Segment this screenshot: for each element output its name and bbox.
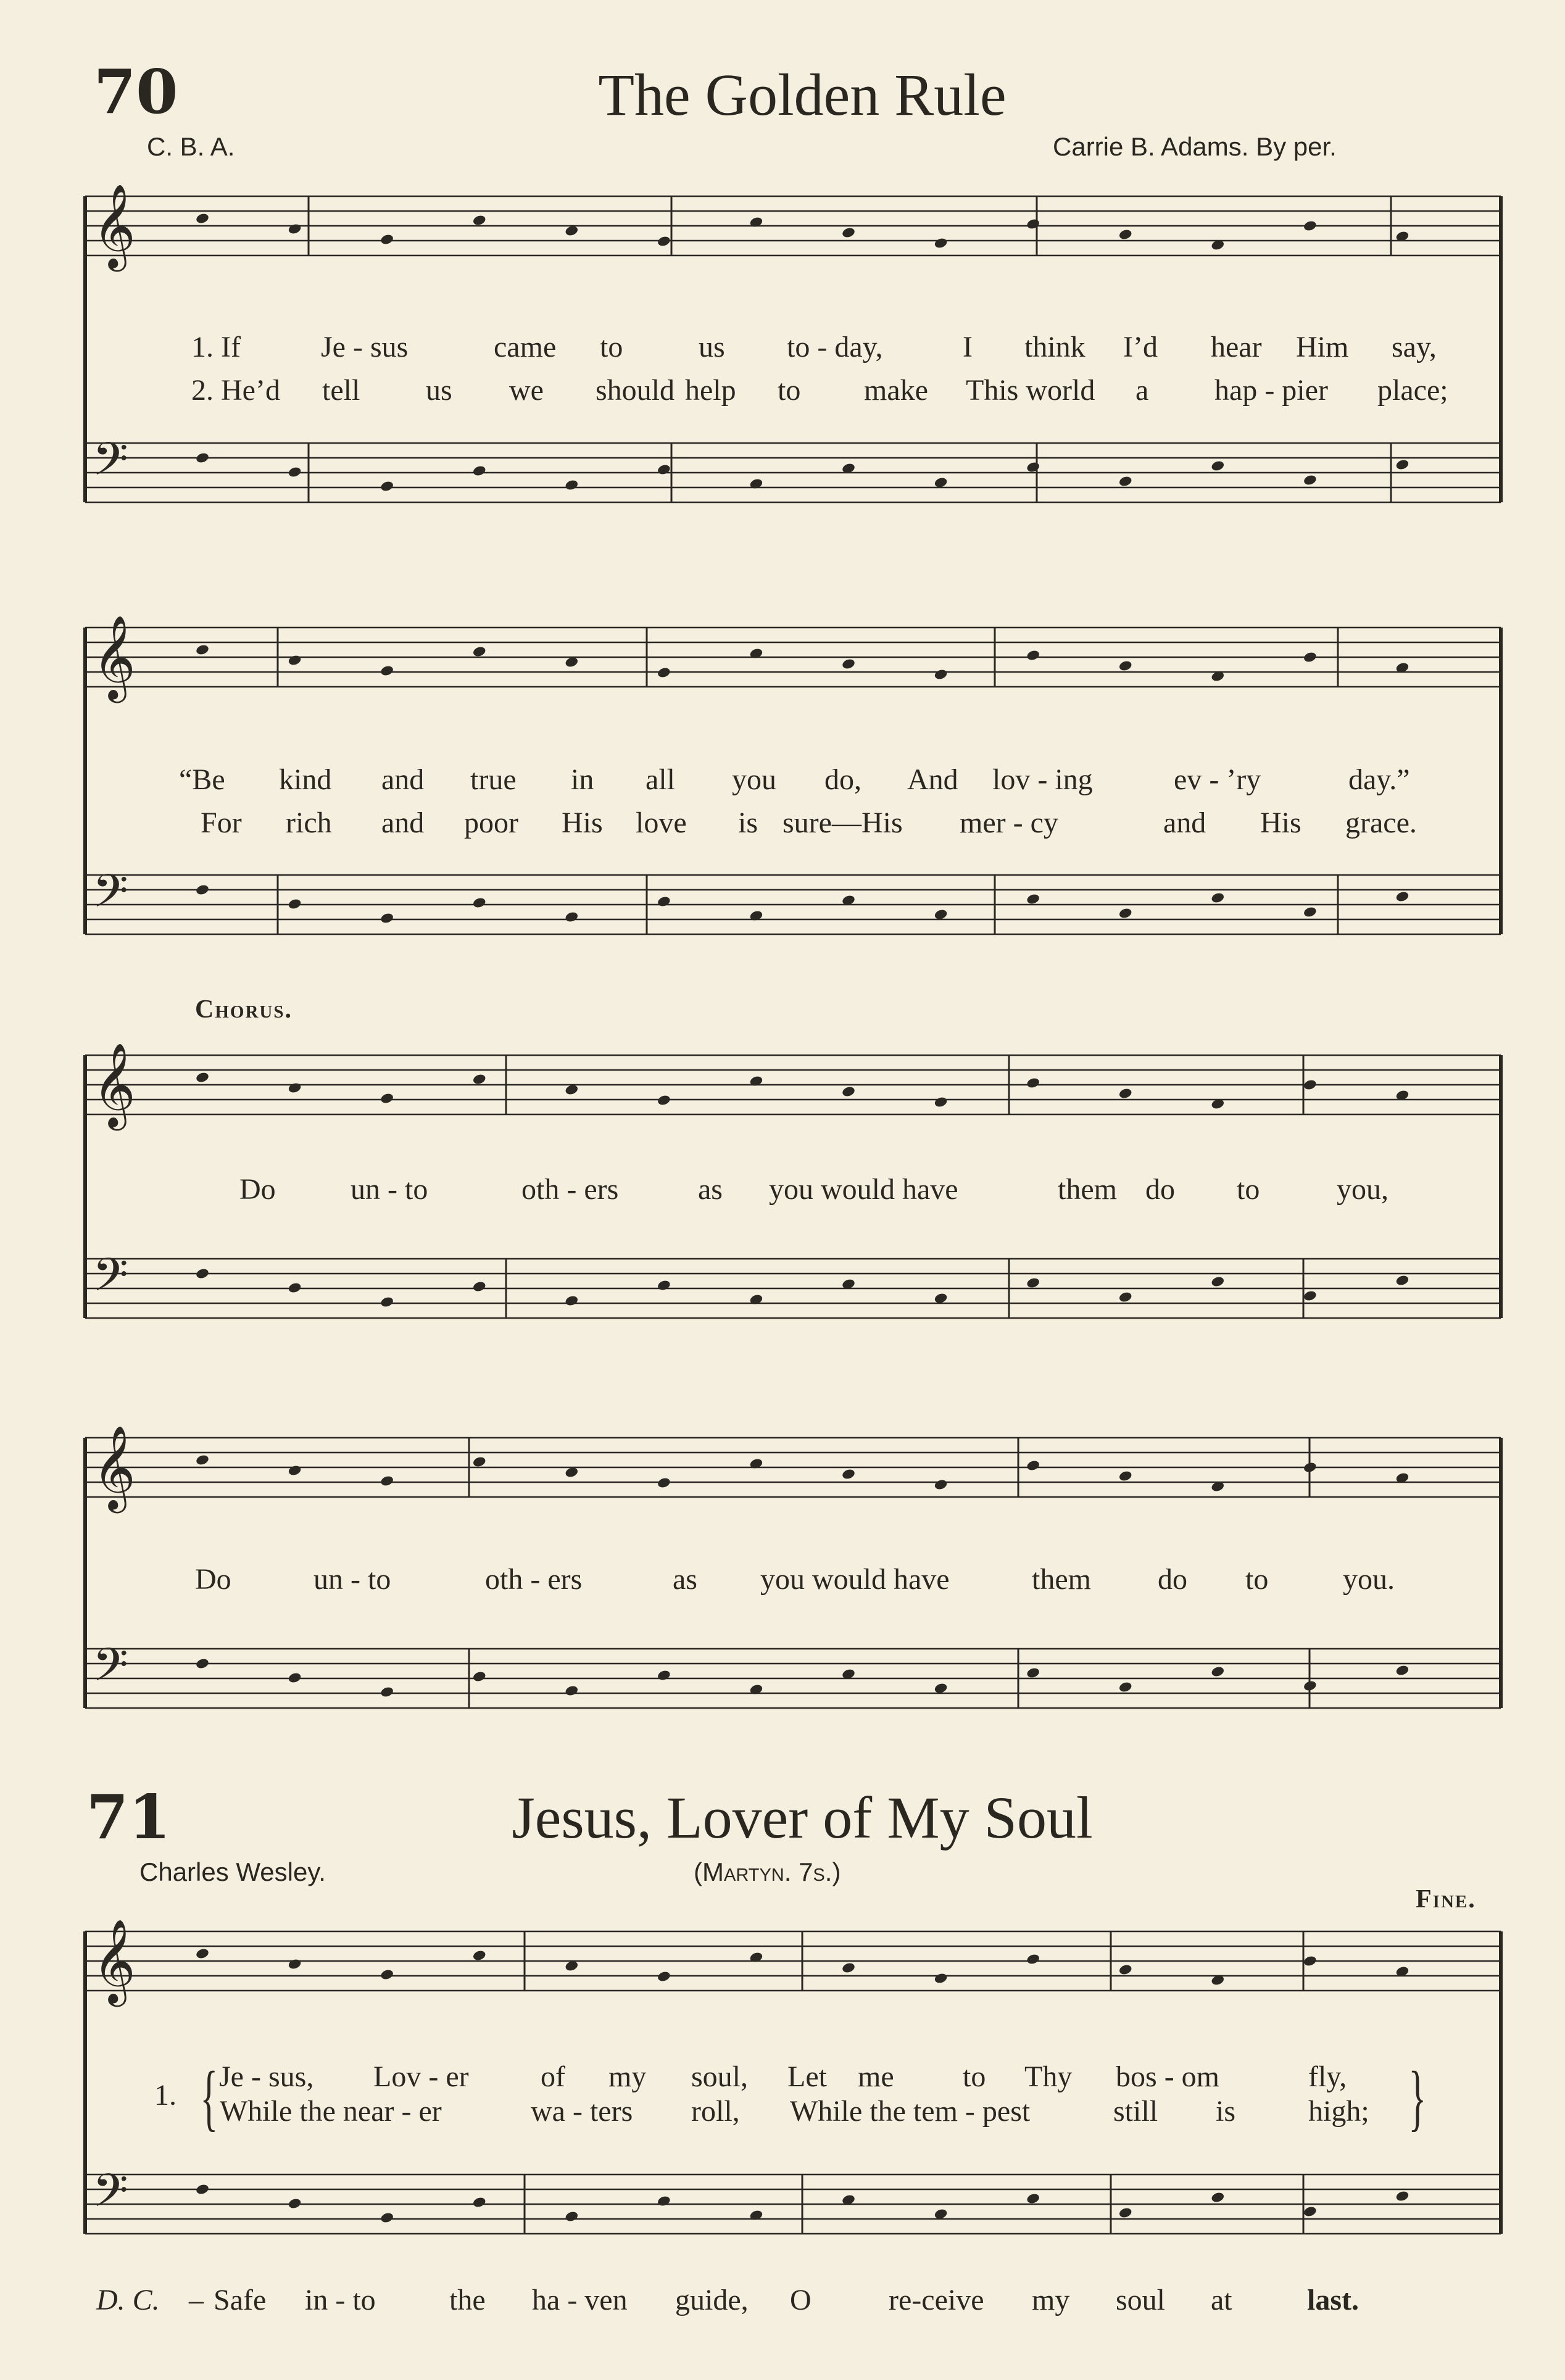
- note-head: [288, 654, 302, 666]
- lyric-line: you,: [1337, 1173, 1389, 1206]
- note-head: [841, 1962, 856, 1974]
- note-head: [657, 235, 671, 247]
- note-head: [472, 1456, 487, 1468]
- note-head: [1395, 1274, 1410, 1287]
- note-head: [934, 1972, 949, 1984]
- lyric-line: say,: [1392, 331, 1437, 363]
- lyric-line: guide,: [675, 2284, 749, 2316]
- bass-clef-icon: 𝄢: [93, 433, 128, 497]
- note-head: [195, 1454, 210, 1466]
- lyric-line: hear: [1211, 331, 1262, 363]
- note-head: [380, 1686, 394, 1698]
- note-head: [1303, 2205, 1318, 2218]
- note-head: [195, 1657, 210, 1670]
- note-head: [472, 1670, 487, 1683]
- lyric-line: bos - om: [1116, 2060, 1220, 2093]
- note-head: [1303, 906, 1318, 918]
- note-head: [657, 1477, 671, 1489]
- lyric-line: soul: [1116, 2284, 1166, 2316]
- lyric-line: I’d: [1123, 331, 1158, 363]
- lyric-line: For: [201, 806, 242, 839]
- lyric-line: Je - sus: [321, 331, 409, 363]
- lyric-line: While the tem - pest: [790, 2095, 1031, 2128]
- note-head: [1118, 660, 1133, 672]
- note-head: [1118, 1087, 1133, 1100]
- note-head: [195, 644, 210, 656]
- composer-initials: C. B. A.: [147, 132, 235, 161]
- note-head: [1303, 1290, 1318, 1302]
- note-head: [657, 666, 671, 679]
- note-head: [1303, 1079, 1318, 1091]
- lyric-line: do,: [824, 763, 861, 796]
- note-head: [195, 1071, 210, 1084]
- note-head: [1026, 893, 1040, 905]
- lyric-line: the: [449, 2284, 486, 2316]
- lyric-line: them: [1032, 1563, 1091, 1596]
- note-head: [657, 1094, 671, 1106]
- lyric-line: think: [1024, 331, 1086, 363]
- lyric-line: me: [858, 2060, 894, 2093]
- lyric-line: to: [963, 2060, 986, 2093]
- lyric-line: still: [1113, 2095, 1158, 2128]
- lyric-line: This world: [966, 374, 1095, 407]
- lyric-line: fly,: [1308, 2060, 1347, 2093]
- note-head: [472, 645, 487, 658]
- lyric-line: to: [1237, 1173, 1260, 1206]
- dc-label: D. C.: [96, 2284, 160, 2316]
- lyric-line: as: [673, 1563, 697, 1596]
- lyric-line: grace.: [1345, 806, 1417, 839]
- note-head: [1026, 461, 1040, 473]
- lyric-line: –: [189, 2284, 204, 2316]
- note-head: [841, 226, 856, 239]
- note-head: [288, 1672, 302, 1684]
- lyric-line: love: [636, 806, 687, 839]
- note-head: [472, 2196, 487, 2208]
- note-head: [380, 1475, 394, 1487]
- note-head: [1303, 474, 1318, 486]
- note-head: [1303, 1680, 1318, 1692]
- lyric-line: to: [600, 331, 623, 363]
- note-head: [195, 1267, 210, 1280]
- lyric-line: sure—His: [783, 806, 903, 839]
- note-head: [1210, 460, 1225, 472]
- note-head: [1395, 458, 1410, 471]
- note-head: [1118, 228, 1133, 241]
- note-head: [1303, 1955, 1318, 1967]
- lyric-line: you.: [1343, 1563, 1395, 1596]
- lyric-line: you: [732, 763, 776, 796]
- note-head: [934, 668, 949, 681]
- lyric-line: is: [738, 806, 758, 839]
- lyric-line: lov - ing: [992, 763, 1093, 796]
- lyric-line: soul,: [691, 2060, 749, 2093]
- note-head: [564, 479, 579, 491]
- lyric-line: place;: [1377, 374, 1448, 407]
- lyric-line: oth - ers: [521, 1173, 619, 1206]
- note-head: [841, 1468, 856, 1480]
- lyric-line: do: [1145, 1173, 1175, 1206]
- bass-clef-icon: 𝄢: [93, 1248, 128, 1313]
- note-head: [380, 912, 394, 924]
- note-head: [380, 665, 394, 677]
- lyric-line: Do: [195, 1563, 231, 1596]
- lyric-line: roll,: [691, 2095, 740, 2128]
- note-head: [657, 463, 671, 476]
- lyric-line: Safe: [214, 2284, 267, 2316]
- lyric-line: in - to: [305, 2284, 376, 2316]
- lyric-line: oth - ers: [485, 1563, 583, 1596]
- lyric-line: poor: [464, 806, 518, 839]
- note-head: [288, 1958, 302, 1970]
- note-head: [934, 1478, 949, 1491]
- lyric-line: Je - sus,: [219, 2060, 314, 2093]
- bass-clef-icon: 𝄢: [93, 1638, 128, 1703]
- note-head: [1210, 1275, 1225, 1288]
- lyric-line: wa - ters: [531, 2095, 633, 2128]
- note-head: [288, 466, 302, 478]
- note-head: [1303, 220, 1318, 232]
- lyric-line: is: [1216, 2095, 1236, 2128]
- chorus-label: Chorus.: [195, 995, 293, 1024]
- note-head: [1026, 1077, 1040, 1089]
- note-head: [472, 465, 487, 477]
- note-head: [195, 884, 210, 896]
- lyric-line: last.: [1307, 2284, 1359, 2316]
- note-head: [841, 658, 856, 670]
- hymn-title: The Golden Rule: [598, 62, 1007, 128]
- note-head: [472, 214, 487, 226]
- note-head: [472, 897, 487, 909]
- note-head: [1026, 649, 1040, 661]
- note-head: [195, 452, 210, 464]
- note-head: [472, 1949, 487, 1962]
- note-head: [1303, 1461, 1318, 1474]
- fine-marking: Fine.: [1416, 1885, 1476, 1914]
- author-credit: Carrie B. Adams. By per.: [1053, 132, 1337, 161]
- lyric-line: us: [699, 331, 725, 363]
- lyric-line: rich: [286, 806, 332, 839]
- lyric-line: as: [698, 1173, 723, 1206]
- lyric-line: we: [509, 374, 544, 407]
- note-head: [380, 1296, 394, 1308]
- hymn-number: 70: [94, 57, 178, 128]
- note-head: [288, 1464, 302, 1477]
- note-head: [564, 911, 579, 923]
- lyric-line: His: [1260, 806, 1301, 839]
- lyric-line: them: [1058, 1173, 1117, 1206]
- note-head: [841, 1085, 856, 1098]
- note-head: [657, 1279, 671, 1292]
- note-head: [1026, 1459, 1040, 1472]
- lyric-line: kind: [279, 763, 332, 796]
- lyric-line: And: [907, 763, 958, 796]
- note-head: [380, 1968, 394, 1981]
- lyric-line: and: [381, 763, 425, 796]
- treble-clef-icon: 𝄞: [93, 183, 136, 268]
- note-head: [1118, 1681, 1133, 1693]
- lyric-line: Him: [1296, 331, 1349, 363]
- lyric-line: ev - ’ry: [1174, 763, 1261, 796]
- lyric-line: I: [963, 331, 973, 363]
- author-credit: Charles Wesley.: [139, 1857, 326, 1886]
- lyric-line: Do: [239, 1173, 276, 1206]
- lyric-line: you would have: [769, 1173, 958, 1206]
- note-head: [1026, 1667, 1040, 1679]
- lyric-line: tell: [322, 374, 360, 407]
- lyric-line: all: [646, 763, 675, 796]
- lyric-line: of: [541, 2060, 565, 2093]
- note-head: [380, 480, 394, 492]
- note-head: [564, 1295, 579, 1307]
- lyric-line: came: [494, 331, 557, 363]
- lyric-line: Lov - er: [373, 2060, 469, 2093]
- note-head: [934, 1096, 949, 1108]
- hymn-title: Jesus, Lover of My Soul: [512, 1785, 1093, 1851]
- note-head: [1303, 651, 1318, 663]
- note-head: [380, 233, 394, 246]
- treble-clef-icon: 𝄞: [93, 1918, 136, 2003]
- lyric-line: make: [864, 374, 928, 407]
- lyric-line: true: [470, 763, 517, 796]
- lyric-line: un - to: [351, 1173, 428, 1206]
- note-head: [1118, 1470, 1133, 1482]
- lyric-line: should: [596, 374, 675, 407]
- note-head: [1210, 2191, 1225, 2204]
- note-head: [1118, 1963, 1133, 1976]
- note-head: [1118, 2207, 1133, 2219]
- note-head: [288, 1282, 302, 1294]
- lyric-line: O: [790, 2284, 812, 2316]
- lyric-line: to - day,: [787, 331, 883, 363]
- note-head: [288, 898, 302, 910]
- note-head: [1118, 475, 1133, 487]
- lyric-line: to: [1245, 1563, 1269, 1596]
- note-head: [288, 223, 302, 235]
- note-head: [288, 2197, 302, 2210]
- lyric-line: in: [571, 763, 594, 796]
- lyric-line: His: [562, 806, 603, 839]
- note-head: [657, 2195, 671, 2207]
- treble-clef-icon: 𝄞: [93, 614, 136, 699]
- note-head: [1395, 890, 1410, 903]
- note-head: [1210, 892, 1225, 904]
- brace-right-icon: }: [1408, 2056, 1427, 2138]
- note-head: [195, 212, 210, 225]
- note-head: [657, 895, 671, 908]
- note-head: [380, 2212, 394, 2224]
- note-head: [657, 1669, 671, 1681]
- lyric-line: ha - ven: [532, 2284, 628, 2316]
- lyric-line: to: [778, 374, 801, 407]
- note-head: [1026, 2192, 1040, 2205]
- note-head: [380, 1092, 394, 1105]
- lyric-line: Let: [787, 2060, 827, 2093]
- treble-clef-icon: 𝄞: [93, 1042, 136, 1127]
- lyric-line: at: [1211, 2284, 1232, 2316]
- note-head: [657, 1970, 671, 1983]
- lyric-line: un - to: [313, 1563, 391, 1596]
- note-head: [1026, 1277, 1040, 1289]
- note-head: [1395, 1664, 1410, 1677]
- hymn-number: 71: [86, 1782, 171, 1853]
- lyric-line: re-ceive: [889, 2284, 984, 2316]
- note-head: [1026, 1953, 1040, 1965]
- note-head: [564, 1685, 579, 1697]
- lyric-line: “Be: [179, 763, 225, 796]
- bass-clef-icon: 𝄢: [93, 865, 128, 929]
- note-head: [934, 237, 949, 249]
- lyric-line: mer - cy: [960, 806, 1058, 839]
- lyric-line: do: [1158, 1563, 1187, 1596]
- note-head: [195, 2183, 210, 2195]
- note-head: [564, 2210, 579, 2223]
- lyric-line: my: [608, 2060, 647, 2093]
- treble-clef-icon: 𝄞: [93, 1424, 136, 1509]
- note-head: [472, 1073, 487, 1085]
- tune-name: (Martyn. 7s.): [694, 1857, 841, 1886]
- note-head: [1118, 1291, 1133, 1303]
- note-head: [1210, 1665, 1225, 1678]
- lyric-line: and: [381, 806, 425, 839]
- lyric-line: my: [1032, 2284, 1070, 2316]
- lyric-line: 2. He’d: [191, 374, 280, 407]
- lyric-line: us: [426, 374, 452, 407]
- lyric-line: and: [1163, 806, 1206, 839]
- lyric-line: help: [685, 374, 736, 407]
- brace-left-icon: {: [200, 2056, 218, 2138]
- lyric-line: you would have: [760, 1563, 950, 1596]
- lyric-line: hap - pier: [1214, 374, 1328, 407]
- note-head: [1118, 907, 1133, 919]
- lyric-line: a: [1135, 374, 1149, 407]
- note-head: [1026, 218, 1040, 230]
- lyric-line: day.”: [1348, 763, 1410, 796]
- lyric-line: high;: [1308, 2095, 1369, 2128]
- note-head: [195, 1947, 210, 1960]
- lyric-line: While the near - er: [220, 2095, 442, 2128]
- note-head: [1395, 2190, 1410, 2202]
- bass-clef-icon: 𝄢: [93, 2164, 128, 2229]
- lyric-line: 1. If: [191, 331, 241, 363]
- verse-number: 1.: [154, 2079, 176, 2112]
- note-head: [288, 1082, 302, 1094]
- note-head: [472, 1280, 487, 1293]
- lyric-line: Thy: [1024, 2060, 1073, 2093]
